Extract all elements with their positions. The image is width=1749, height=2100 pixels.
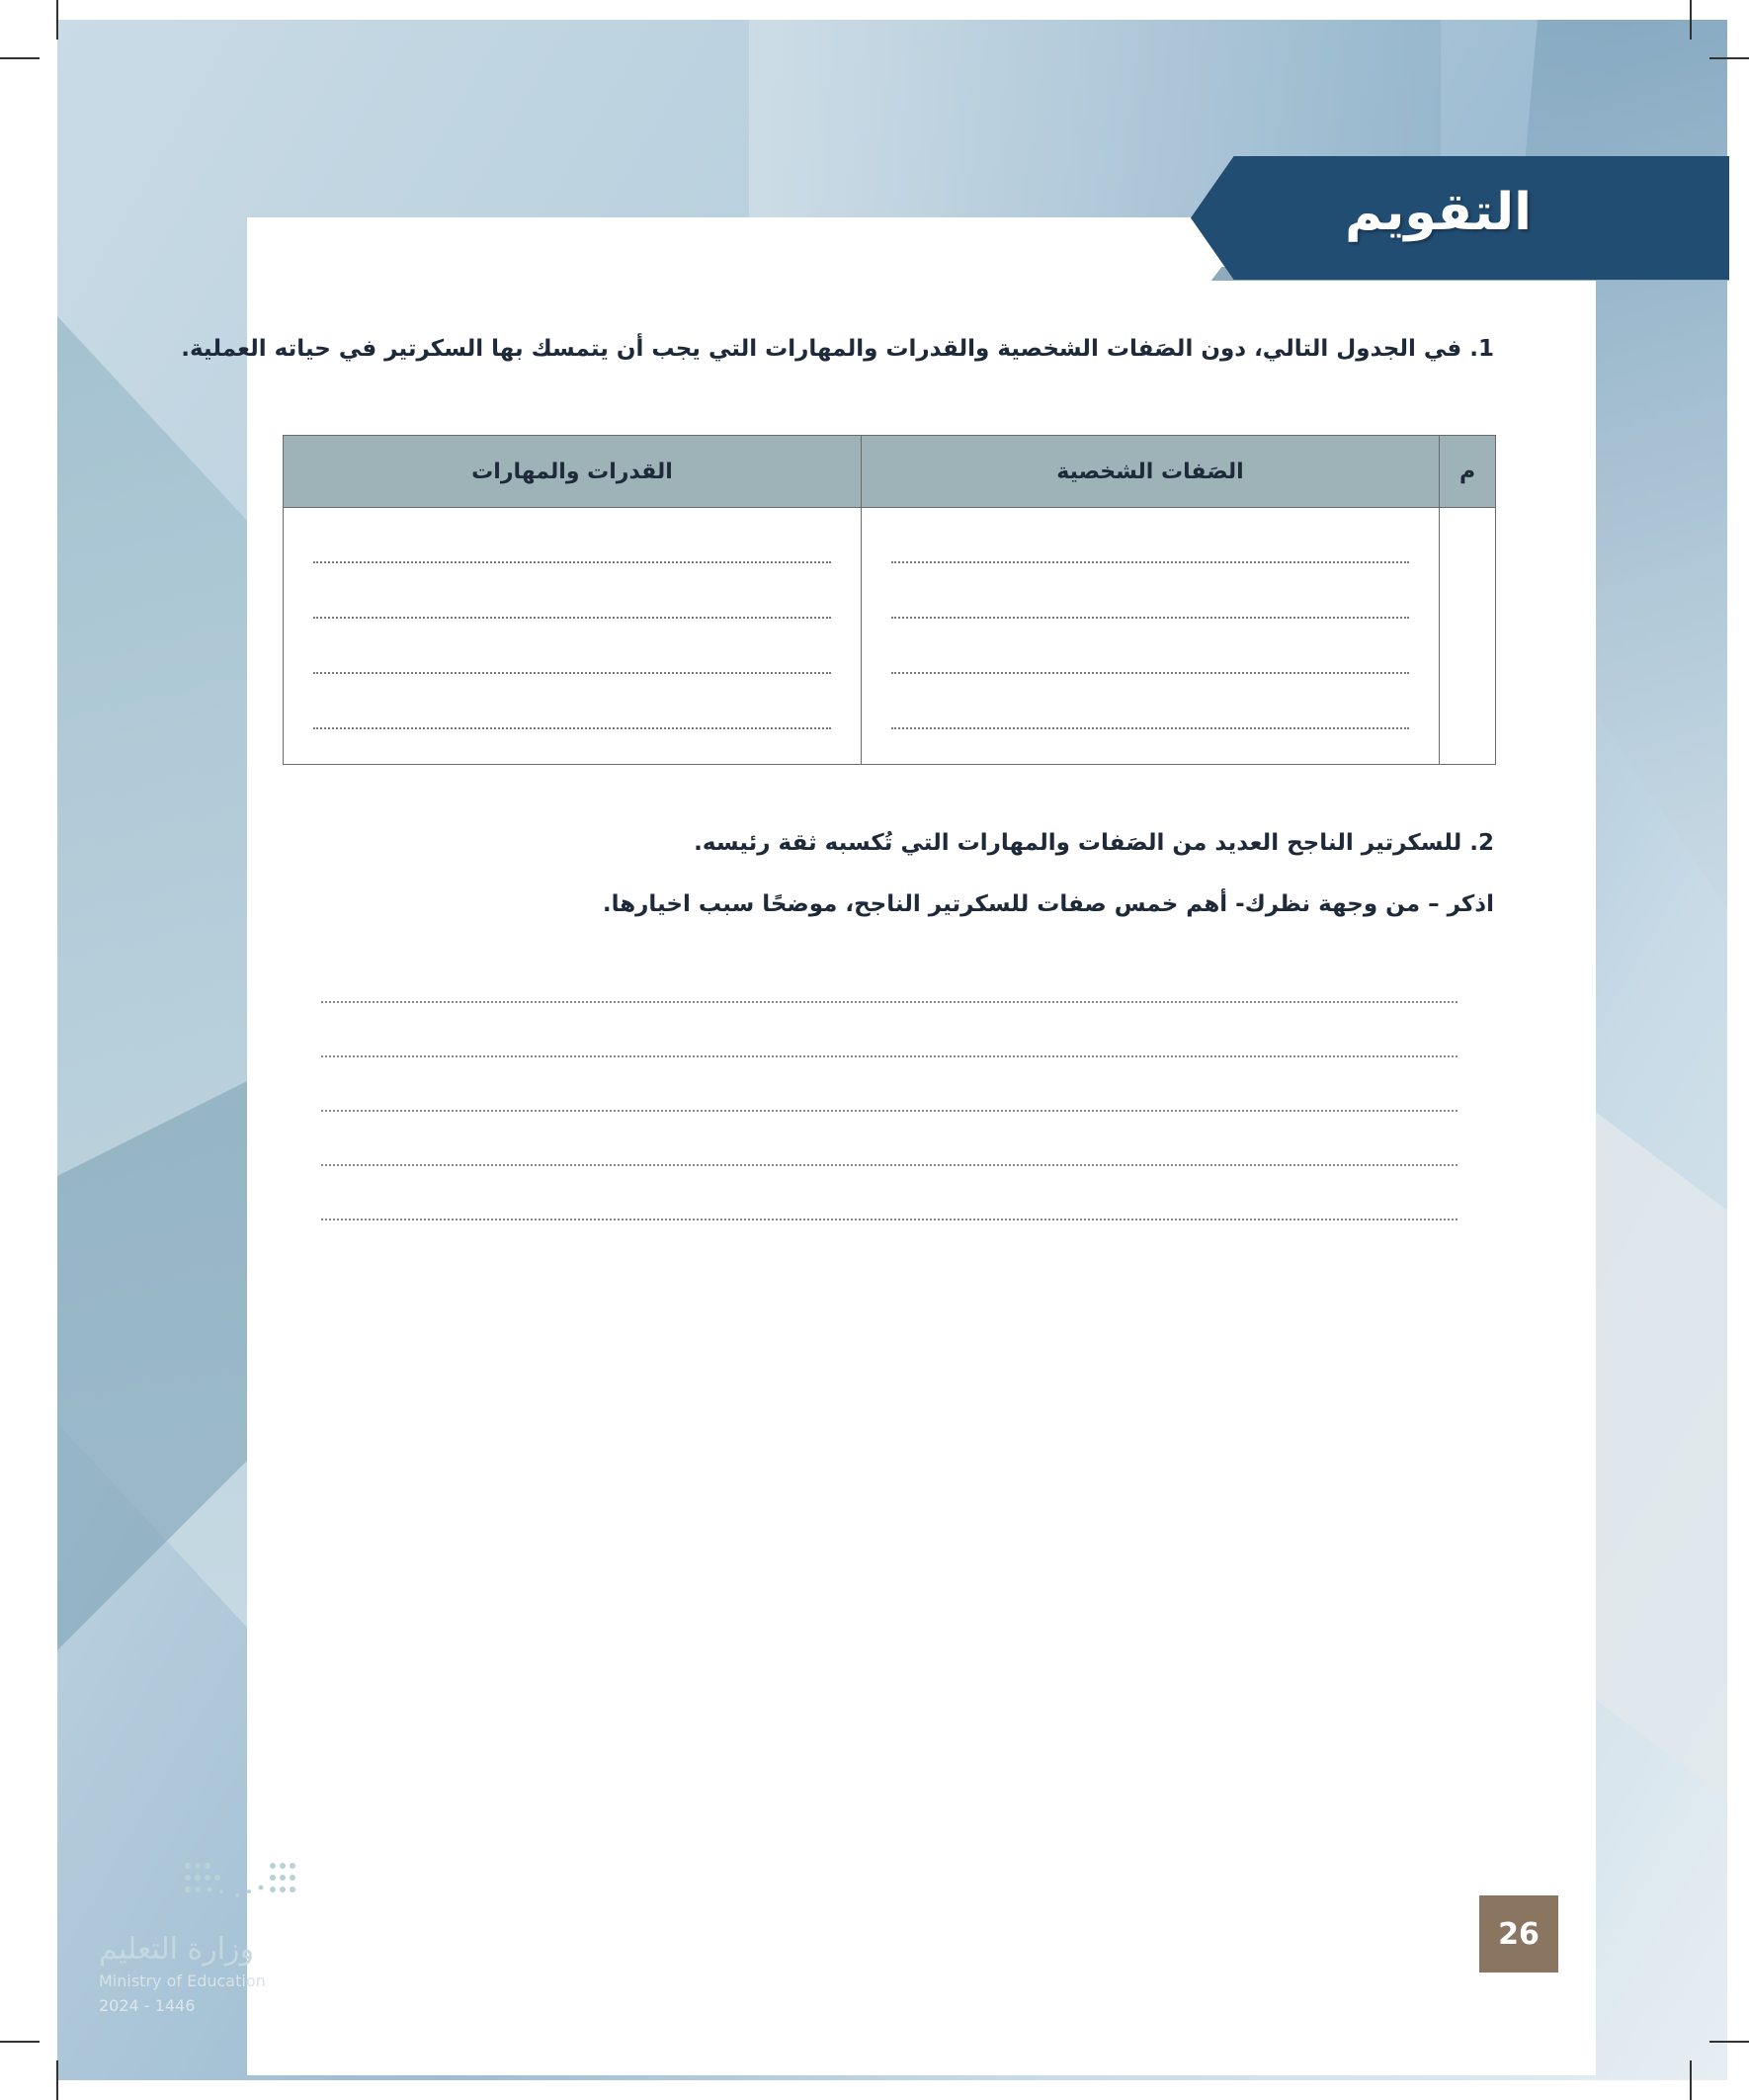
answer-line[interactable] xyxy=(313,674,831,729)
answer-line[interactable] xyxy=(321,949,1458,1003)
answer-line[interactable] xyxy=(891,619,1409,674)
question-2-prompt: اذكر – من وجهة نظرك- أهم خمس صفات للسكرتير الناجح، موضحًا سبب اخيارها. xyxy=(602,891,1494,917)
traits-answer-cell[interactable] xyxy=(862,508,1440,765)
column-header-traits: الصَفات الشخصية xyxy=(862,436,1440,508)
table-row xyxy=(284,508,1496,765)
answer-line[interactable] xyxy=(321,1112,1458,1166)
answer-line[interactable] xyxy=(313,619,831,674)
page-title: التقويم xyxy=(1345,183,1532,242)
answer-line[interactable] xyxy=(891,508,1409,563)
ministry-name-arabic: وزارة التعليم xyxy=(99,1932,255,1967)
question-2-answer-area[interactable] xyxy=(321,949,1458,1220)
answer-line[interactable] xyxy=(313,508,831,563)
answer-line[interactable] xyxy=(321,1057,1458,1112)
answer-line[interactable] xyxy=(891,674,1409,729)
answer-line[interactable] xyxy=(313,563,831,619)
question-2: 2. للسكرتير الناجح العديد من الصَفات والمهارات التي تُكسبه ثقة رئيسه. xyxy=(694,830,1494,856)
answer-line[interactable] xyxy=(321,1166,1458,1220)
page-number-badge xyxy=(1479,1895,1558,1973)
page-number: 26 xyxy=(1498,1916,1540,1952)
table-header-row xyxy=(284,436,1496,508)
index-cell[interactable] xyxy=(1440,508,1496,765)
evaluation-table xyxy=(283,435,1496,765)
answer-line[interactable] xyxy=(891,563,1409,619)
ministry-year: 2024 - 1446 xyxy=(99,1996,196,2015)
column-header-skills: القدرات والمهارات xyxy=(284,436,862,508)
answer-line[interactable] xyxy=(321,1003,1458,1057)
ministry-name-english: Ministry of Education xyxy=(99,1972,266,1990)
column-header-index: م xyxy=(1440,436,1496,508)
question-1: 1. في الجدول التالي، دون الصَفات الشخصية والقدرات والمهارات التي يجب أن يتمسك بها السكرتير في حياته العملية. xyxy=(181,336,1494,362)
skills-answer-cell[interactable] xyxy=(284,508,862,765)
